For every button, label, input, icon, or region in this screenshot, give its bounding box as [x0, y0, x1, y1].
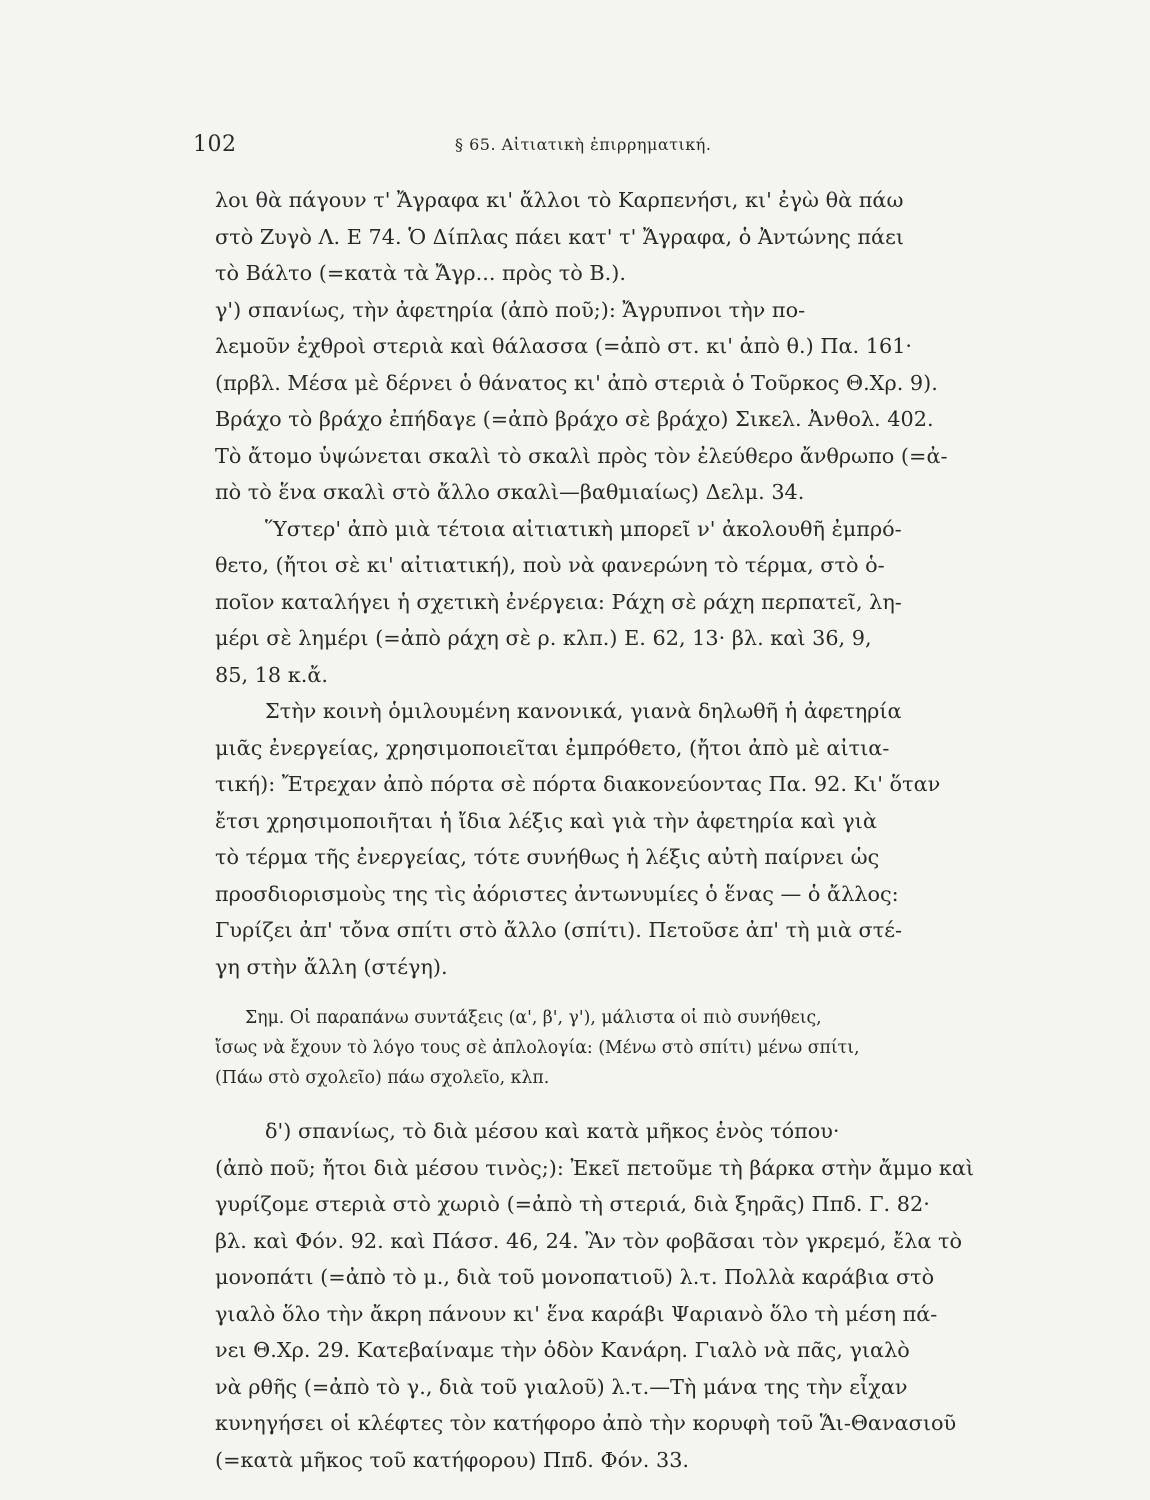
- text-line: κυνηγήσει οἱ κλέφτες τὸν κατήφορο ἀπὸ τὴν κορυφὴ τοῦ Ἅι-Θανασιοῦ: [215, 1411, 957, 1435]
- text-line: θετο, (ἤτοι σὲ κι' αἰτιατική), ποὺ νὰ φανερώνη τὸ τέρμα, στὸ ὁ-: [215, 553, 885, 577]
- text-line: νὰ ρθῆς (=ἀπὸ τὸ γ., διὰ τοῦ γιαλοῦ) λ.τ.—Τὴ μάνα της τὴν εἶχαν: [215, 1374, 908, 1399]
- text-line: βλ. καὶ Φόν. 92. καὶ Πάσσ. 46, 24. Ἂν τὸν φοβᾶσαι τὸν γκρεμό, ἔλα τὸ: [215, 1228, 963, 1253]
- text-line: (ἀπὸ ποῦ; ἤτοι διὰ μέσου τινὸς;): Ἐκεῖ πετοῦμε τὴ βάρκα στὴν ἄμμο καὶ: [215, 1155, 975, 1180]
- text-line: προσδιορισμοὺς της τὶς ἀόριστες ἀντωνυμίες ὁ ἕνας — ὁ ἄλλος:: [215, 881, 899, 906]
- text-line: ἔτσι χρησιμοποιῆται ἡ ἴδια λέξις καὶ γιὰ τὴν ἀφετηρία καὶ γιὰ: [215, 808, 877, 833]
- text-line: πὸ τὸ ἕνα σκαλὶ στὸ ἄλλο σκαλὶ—βαθμιαίως) Δελμ. 34.: [215, 480, 805, 504]
- text-line: στὸ Ζυγὸ Λ. Ε 74. Ὁ Δίπλας πάει κατ' τ' Ἄγραφα, ὁ Ἀντώνης πάει: [215, 224, 905, 249]
- text-line: μιᾶς ἐνεργείας, χρησιμοποιεῖται ἐμπρόθετο, (ἤτοι ἀπὸ μὲ αἰτια-: [215, 735, 890, 760]
- note-block: [215, 1003, 1010, 1093]
- text-line: ποῖον καταλήγει ἡ σχετικὴ ἐνέργεια: Ράχη σὲ ράχη περπατεῖ, λη-: [215, 589, 902, 614]
- text-line: Γυρίζει ἀπ' τὄνα σπίτι στὸ ἄλλο (σπίτι). Πετοῦσε ἀπ' τὴ μιὰ στέ-: [215, 918, 903, 942]
- text-line: Ὕστερ' ἀπὸ μιὰ τέτοια αἰτιατικὴ μπορεῖ ν' ἀκολουθῆ ἐμπρό-: [265, 516, 902, 541]
- note-line: ἴσως νὰ ἔχουν τὸ λόγο τους σὲ ἀπλολογία: (Μένω στὸ σπίτι) μένω σπίτι,: [215, 1038, 860, 1058]
- section-d: [215, 1113, 1010, 1478]
- text-line: (πρβλ. Μέσα μὲ δέρνει ὁ θάνατος κι' ἀπὸ στεριὰ ὁ Τοῦρκος Θ.Χρ. 9).: [215, 370, 938, 395]
- note-line: (Πάω στὸ σχολεῖο) πάω σχολεῖο, κλπ.: [215, 1068, 550, 1088]
- text-line: λοι θὰ πάγουν τ' Ἄγραφα κι' ἄλλοι τὸ Καρπενήσι, κι' ἐγὼ θὰ πάω: [215, 188, 904, 212]
- page-body: [215, 182, 1010, 1478]
- page-number: 102: [193, 132, 237, 157]
- text-line: μονοπάτι (=ἀπὸ τὸ μ., διὰ τοῦ μονοπατιοῦ) λ.τ. Πολλὰ καράβια στὸ: [215, 1265, 935, 1289]
- text-line: γιαλὸ ὅλο τὴν ἄκρη πάνουν κι' ἕνα καράβι Ψαριανὸ ὅλο τὴ μέση πά-: [215, 1301, 938, 1326]
- text-line: λεμοῦν ἐχθροὶ στεριὰ καὶ θάλασσα (=ἀπὸ στ. κι' ἀπὸ θ.) Πα. 161·: [215, 334, 913, 358]
- note-line: Σημ. Οἱ παραπάνω συντάξεις (α', β', γ'), μάλιστα οἱ πιὸ συνήθεις,: [245, 1008, 822, 1028]
- text-line: τὸ Βάλτο (=κατὰ τὰ Ἄγρ... πρὸς τὸ Β.).: [215, 261, 626, 285]
- text-line: τική): Ἔτρεχαν ἀπὸ πόρτα σὲ πόρτα διακονεύοντας Πα. 92. Κι' ὅταν: [215, 772, 941, 796]
- text-line: γη στὴν ἄλλη (στέγη).: [215, 954, 448, 979]
- main-text: [215, 182, 1010, 985]
- text-line: Στὴν κοινὴ ὁμιλουμένη κανονικά, γιανὰ δηλωθῆ ἡ ἀφετηρία: [265, 699, 902, 723]
- text-line: Βράχο τὸ βράχο ἐπήδαγε (=ἀπὸ βράχο σὲ βράχο) Σικελ. Ἀνθολ. 402.: [215, 407, 934, 431]
- text-line: 85, 18 κ.ἄ.: [215, 662, 329, 687]
- text-line: γυρίζομε στεριὰ στὸ χωριὸ (=ἀπὸ τὴ στεριά, διὰ ξηρᾶς) Ππδ. Γ. 82·: [215, 1192, 930, 1216]
- page-header: [0, 132, 1150, 162]
- text-line: μέρι σὲ λημέρι (=ἀπὸ ράχη σὲ ρ. κλπ.) Ε. 62, 13· βλ. καὶ 36, 9,: [215, 626, 872, 650]
- text-line: νει Θ.Χρ. 29. Κατεβαίναμε τὴν ὁδὸν Κανάρη. Γιαλὸ νὰ πᾶς, γιαλὸ: [215, 1338, 910, 1362]
- running-title: § 65. Αἰτιατικὴ ἐπιρρηματική.: [455, 135, 712, 154]
- text-line: τὸ τέρμα τῆς ἐνεργείας, τότε συνήθως ἡ λέξις αὐτὴ παίρνει ὡς: [215, 845, 880, 869]
- text-line: Τὸ ἄτομο ὑψώνεται σκαλὶ τὸ σκαλὶ πρὸς τὸν ἐλεύθερο ἄνθρωπο (=ἀ-: [215, 443, 948, 468]
- text-line: (=κατὰ μῆκος τοῦ κατήφορου) Ππδ. Φόν. 33.: [215, 1447, 690, 1472]
- text-line: δ') σπανίως, τὸ διὰ μέσου καὶ κατὰ μῆκος ἑνὸς τόπου·: [265, 1119, 840, 1143]
- text-line: γ') σπανίως, τὴν ἀφετηρία (ἀπὸ ποῦ;): Ἄγρυπνοι τὴν πο-: [215, 297, 806, 322]
